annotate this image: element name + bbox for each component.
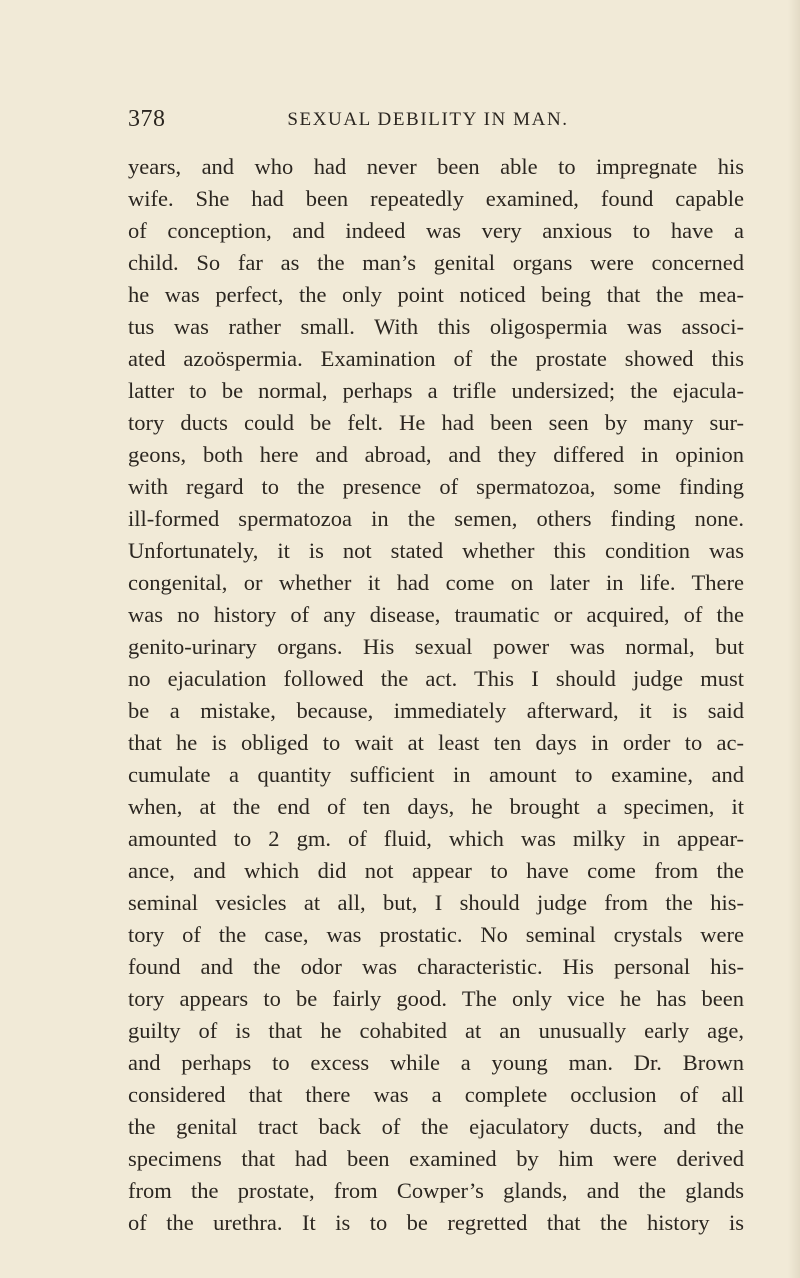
text-line: latter to be normal, perhaps a trifle undersized; the ejacula-: [128, 378, 744, 403]
running-title: SEXUAL DEBILITY IN MAN.: [287, 109, 569, 130]
text-line: of conception, and indeed was very anxious to have a: [128, 218, 744, 243]
text-line: specimens that had been examined by him were derived: [128, 1146, 744, 1171]
page-edge-shadow: [788, 0, 800, 1278]
text-line: when, at the end of ten days, he brought a specimen, it: [128, 794, 744, 819]
text-line: that he is obliged to wait at least ten days in order to ac-: [128, 730, 744, 755]
text-line: was no history of any disease, traumatic or acquired, of the: [128, 602, 744, 627]
text-line: from the prostate, from Cowper’s glands, and the glands: [128, 1178, 744, 1203]
page-header: [128, 106, 728, 146]
text-line: ated azoöspermia. Examination of the prostate showed this: [128, 346, 744, 371]
text-line: tus was rather small. With this oligospermia was associ-: [128, 314, 744, 339]
text-line: found and the odor was characteristic. His personal his-: [128, 954, 744, 979]
text-line: Unfortunately, it is not stated whether this condition was: [128, 538, 744, 563]
text-line: be a mistake, because, immediately afterward, it is said: [128, 698, 744, 723]
text-line: congenital, or whether it had come on later in life. There: [128, 570, 744, 595]
text-line: genito-urinary organs. His sexual power was normal, but: [128, 634, 744, 659]
text-line: with regard to the presence of spermatozoa, some finding: [128, 474, 744, 499]
text-line: he was perfect, the only point noticed being that the mea-: [128, 282, 744, 307]
body-text: [128, 151, 744, 1239]
text-line: and perhaps to excess while a young man. Dr. Brown: [128, 1050, 744, 1075]
text-line: seminal vesicles at all, but, I should judge from the his-: [128, 890, 744, 915]
text-line: geons, both here and abroad, and they differed in opinion: [128, 442, 744, 467]
text-line: tory of the case, was prostatic. No seminal crystals were: [128, 922, 744, 947]
text-line: no ejaculation followed the act. This I should judge must: [128, 666, 744, 691]
text-line: considered that there was a complete occlusion of all: [128, 1082, 744, 1107]
text-line: cumulate a quantity sufficient in amount to examine, and: [128, 762, 744, 787]
text-line: guilty of is that he cohabited at an unusually early age,: [128, 1018, 744, 1043]
text-line: tory ducts could be felt. He had been seen by many sur-: [128, 410, 744, 435]
text-line: ill-formed spermatozoa in the semen, others finding none.: [128, 506, 744, 531]
text-line: child. So far as the man’s genital organs were concerned: [128, 250, 744, 275]
text-line: amounted to 2 gm. of fluid, which was milky in appear-: [128, 826, 744, 851]
text-line: the genital tract back of the ejaculatory ducts, and the: [128, 1114, 744, 1139]
page-number: 378: [128, 106, 166, 132]
text-line: of the urethra. It is to be regretted that the history is: [128, 1210, 744, 1235]
text-line: tory appears to be fairly good. The only vice he has been: [128, 986, 744, 1011]
text-line: wife. She had been repeatedly examined, found capable: [128, 186, 744, 211]
text-line: ance, and which did not appear to have come from the: [128, 858, 744, 883]
text-line: years, and who had never been able to impregnate his: [128, 154, 744, 179]
